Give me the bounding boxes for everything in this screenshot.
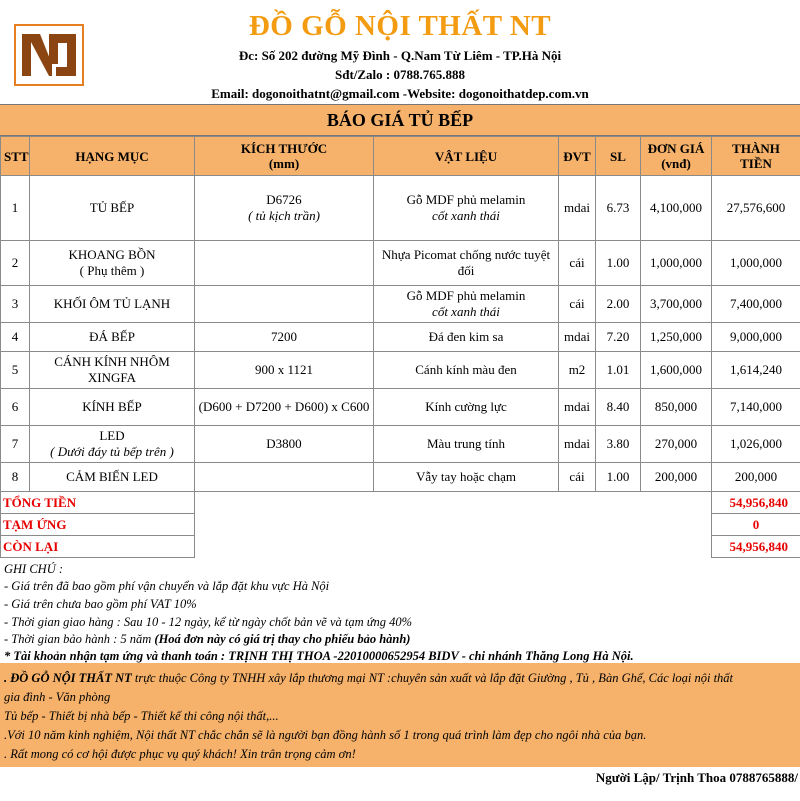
total-amount: 54,956,840 [712,492,800,514]
note-line: - Thời gian bảo hành : 5 năm (Hoá đơn này có giá trị thay cho phiếu bảo hành) [4,632,411,646]
cell-item: CẢM BIẾN LED [30,463,195,492]
table-row [1,389,800,426]
cell-size: 900 x 1121 [195,352,374,389]
bank-account-note: * Tài khoản nhận tạm ứng và thanh toán : TRỊNH THỊ THOA -22010000652954 BIDV - chi nhánh Thăng Long Hà Nội. [4,649,634,663]
cell-size [195,241,374,286]
advance-row [1,514,800,536]
info-line: .Với 10 năm kinh nghiệm, Nội thất NT chắc chắn sẽ là người bạn đồng hành số 1 trong quá trình làm đẹp cho ngôi nhà của bạn. [4,728,647,742]
note-line: - Thời gian giao hàng : Sau 10 - 12 ngày, kể từ ngày chốt bản vẽ và tạm ứng 40% [4,615,413,629]
cell-unit: cái [559,241,596,286]
advance-amount: 0 [712,514,800,536]
signature-line: Người Lập/ Trịnh Thoa 0788765888/ [595,770,798,785]
note-line: - Giá trên chưa bao gồm phí VAT 10% [4,597,197,611]
remaining-amount: 54,956,840 [712,536,800,558]
cell-unit: mdai [559,323,596,352]
cell-total: 1,000,000 [712,241,800,286]
note-line: - Giá trên đã bao gồm phí vận chuyển và lắp đặt khu vực Hà Nội [4,579,330,593]
cell-price: 200,000 [641,463,712,492]
cell-material: Cánh kính màu đen [374,352,559,389]
col-qty: SL [596,137,641,176]
cell-stt: 8 [1,463,30,492]
info-line: . ĐỒ GỖ NỘI THẤT NT trực thuộc Công ty TNHH xây lắp thương mại NT :chuyên sản xuất và lắp đặt Giường , Tủ , Bàn Ghế, Các loại nội thất [4,671,734,685]
cell-price: 1,600,000 [641,352,712,389]
cell-qty: 1.00 [596,463,641,492]
cell-price: 850,000 [641,389,712,426]
cell-unit: cái [559,286,596,323]
company-info-box [0,663,800,767]
table-row [1,352,800,389]
advance-label: TẠM ỨNG [1,514,195,536]
cell-size [195,286,374,323]
notes-heading: GHI CHÚ : [4,562,64,576]
cell-price: 1,250,000 [641,323,712,352]
cell-total: 9,000,000 [712,323,800,352]
info-line: gia đình - Văn phòng [4,690,111,704]
cell-unit: mdai [559,389,596,426]
cell-price: 4,100,000 [641,176,712,241]
cell-price: 270,000 [641,426,712,463]
cell-size: 7200 [195,323,374,352]
cell-total: 27,576,600 [712,176,800,241]
cell-unit: cái [559,463,596,492]
cell-stt: 6 [1,389,30,426]
col-material: VẬT LIỆU [374,137,559,176]
cell-size: D3800 [195,426,374,463]
cell-total: 7,140,000 [712,389,800,426]
cell-size [195,463,374,492]
col-size: KÍCH THƯỚC (mm) [195,137,374,176]
cell-size: D6726 ( tủ kịch trần) [195,176,374,241]
cell-size: (D600 + D7200 + D600) x C600 [195,389,374,426]
cell-price: 1,000,000 [641,241,712,286]
cell-material: Gỗ MDF phủ melamin cốt xanh thái [374,176,559,241]
cell-total: 1,614,240 [712,352,800,389]
cell-qty: 3.80 [596,426,641,463]
col-price: ĐƠN GIÁ (vnđ) [641,137,712,176]
table-row [1,426,800,463]
cell-material: Đá đen kim sa [374,323,559,352]
cell-qty: 1.00 [596,241,641,286]
cell-total: 200,000 [712,463,800,492]
cell-stt: 4 [1,323,30,352]
cell-material: Nhựa Picomat chống nước tuyệt đối [374,241,559,286]
cell-unit: mdai [559,426,596,463]
cell-total: 7,400,000 [712,286,800,323]
cell-material: Vẫy tay hoặc chạm [374,463,559,492]
notes-section [0,560,800,663]
cell-item: KÍNH BẾP [30,389,195,426]
cell-qty: 6.73 [596,176,641,241]
cell-material: Kính cường lực [374,389,559,426]
table-header-row [1,137,800,176]
company-phone: Sđt/Zalo : 0788.765.888 [334,67,465,82]
table-row [1,323,800,352]
cell-item: ĐÁ BẾP [30,323,195,352]
cell-material: Gỗ MDF phủ melamin cốt xanh thái [374,286,559,323]
col-stt: STT [1,137,30,176]
company-address: Đc: Số 202 đường Mỹ Đình - Q.Nam Từ Liêm - TP.Hà Nội [238,48,562,63]
col-total: THÀNH TIỀN [712,137,800,176]
cell-unit: m2 [559,352,596,389]
quotation-title: BÁO GIÁ TỦ BẾP [0,104,800,136]
table-row [1,286,800,323]
cell-stt: 3 [1,286,30,323]
cell-item: LED ( Dưới đáy tủ bếp trên ) [30,426,195,463]
table-row [1,241,800,286]
cell-price: 3,700,000 [641,286,712,323]
cell-qty: 8.40 [596,389,641,426]
letterhead [0,0,800,104]
cell-stt: 2 [1,241,30,286]
cell-item: KHOANG BỒN ( Phụ thêm ) [30,241,195,286]
quotation-table [0,136,800,558]
cell-item: KHỐI ÔM TỦ LẠNH [30,286,195,323]
remaining-label: CÒN LẠI [1,536,195,558]
company-email-website: Email: dogonoithatnt@gmail.com -Website: dogonoithatdep.com.vn [211,86,589,101]
cell-qty: 2.00 [596,286,641,323]
info-line: Tủ bếp - Thiết bị nhà bếp - Thiết kế thi công nội thất,... [4,709,279,723]
cell-total: 1,026,000 [712,426,800,463]
cell-item: CÁNH KÍNH NHÔM XINGFA [30,352,195,389]
cell-item: TỦ BẾP [30,176,195,241]
company-name: ĐỒ GỖ NỘI THẤT NT [248,10,552,42]
cell-stt: 7 [1,426,30,463]
remaining-row [1,536,800,558]
col-unit: ĐVT [559,137,596,176]
total-label: TỔNG TIỀN [1,492,195,514]
cell-qty: 1.01 [596,352,641,389]
cell-qty: 7.20 [596,323,641,352]
cell-material: Màu trung tính [374,426,559,463]
total-row [1,492,800,514]
table-row [1,176,800,241]
col-item: HẠNG MỤC [30,137,195,176]
cell-stt: 5 [1,352,30,389]
info-line: . Rất mong có cơ hội được phục vụ quý khách! Xin trân trọng cảm ơn! [4,747,356,761]
cell-stt: 1 [1,176,30,241]
table-row [1,463,800,492]
cell-unit: mdai [559,176,596,241]
